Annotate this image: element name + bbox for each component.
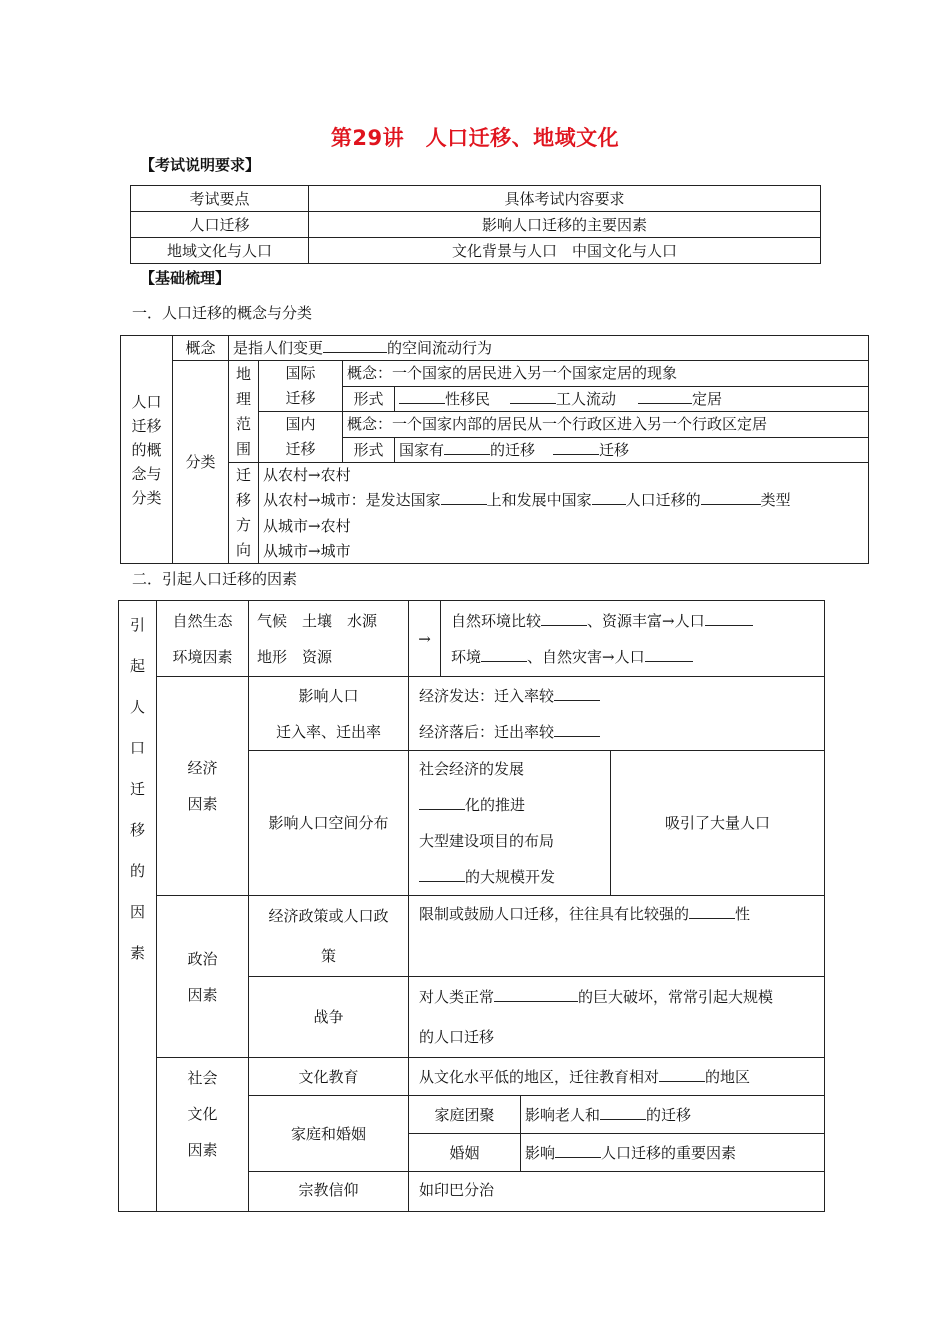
exam-requirements-heading: 【考试说明要求】: [140, 156, 261, 174]
soc-reunion-result: 影响老人和 的迁移: [521, 1096, 825, 1134]
domestic-concept: 概念：一个国家内部的居民从一个行政区进入另一个行政区定居: [343, 412, 869, 438]
basics-heading: 【基础梳理】: [140, 269, 231, 287]
domestic-migration-label: 国内迁移: [259, 412, 343, 463]
intl-form: 性移民 工人流动 定居: [395, 386, 869, 412]
econ-attract: 吸引了大量人口: [611, 751, 825, 896]
intl-form-label: 形式: [343, 386, 395, 412]
section2-title: 二．引起人口迁移的因素: [132, 570, 298, 588]
page-title: 第29讲 人口迁移、地域文化: [330, 126, 620, 150]
pol-policy-result: 限制或鼓励人口迁移，往往具有比较强的 性: [409, 896, 825, 977]
direction-item: 从农村→农村: [259, 463, 869, 488]
concept-label: 概念: [173, 336, 229, 361]
domestic-form-label: 形式: [343, 437, 395, 463]
econ-factor-label: 经济因素: [157, 677, 249, 896]
table-row: [131, 212, 821, 238]
table-header-row: [131, 186, 821, 212]
society-factor-label: 社会文化因素: [157, 1058, 249, 1212]
pol-sub-war: 战争: [249, 977, 409, 1058]
econ-distribution-list: 社会经济的发展 化的推进 大型建设项目的布局 的大规模开发: [409, 751, 611, 896]
nature-items: 气候 土壤 水源 地形 资源: [249, 601, 409, 677]
direction-item: 从城市→农村: [259, 513, 869, 538]
soc-marriage: 婚姻: [409, 1134, 521, 1172]
direction-item: 从农村→城市：是发达国家 上和发展中国家 人口迁移的 类型: [259, 488, 869, 513]
direction-label: 迁移方向: [229, 463, 259, 564]
soc-family-marriage: 家庭和婚姻: [249, 1096, 409, 1172]
header-cell: 具体考试内容要求: [309, 186, 821, 212]
intl-migration-label: 国际迁移: [259, 361, 343, 412]
soc-religion: 宗教信仰: [249, 1172, 409, 1212]
politics-factor-label: 政治因素: [157, 896, 249, 1058]
classify-label: 分类: [173, 361, 229, 564]
econ-sub-rates: 影响人口 迁入率、迁出率: [249, 677, 409, 751]
direction-item: 从城市→城市: [259, 538, 869, 563]
domestic-form: 国家有 的迁移 迁移: [395, 437, 869, 463]
migration-factors-table: [118, 600, 825, 1212]
section1-title: 一．人口迁移的概念与分类: [132, 304, 313, 322]
econ-sub-distribution: 影响人口空间分布: [249, 751, 409, 896]
arrow-icon: →: [409, 601, 441, 677]
table-cell: 人口迁移: [131, 212, 309, 238]
header-cell: 考试要点: [131, 186, 309, 212]
migration-concept-table: [120, 335, 869, 564]
concept-text: 是指人们变更 的空间流动行为: [229, 336, 869, 361]
pol-sub-policy: 经济政策或人口政 策: [249, 896, 409, 977]
geo-range-label: 地理范围: [229, 361, 259, 463]
nature-factor-label: 自然生态环境因素: [157, 601, 249, 677]
table-cell: 地域文化与人口: [131, 238, 309, 264]
exam-requirements-table: [130, 185, 821, 264]
soc-reunion: 家庭团聚: [409, 1096, 521, 1134]
soc-education-result: 从文化水平低的地区，迁往教育相对 的地区: [409, 1058, 825, 1096]
econ-rates-result: 经济发达：迁入率较 经济落后：迁出率较: [409, 677, 825, 751]
soc-marriage-result: 影响 人口迁移的重要因素: [521, 1134, 825, 1172]
intl-concept: 概念：一个国家的居民进入另一个国家定居的现象: [343, 361, 869, 387]
table-cell: 影响人口迁移的主要因素: [309, 212, 821, 238]
table-row: [131, 238, 821, 264]
soc-education: 文化教育: [249, 1058, 409, 1096]
table-cell: 文化背景与人口 中国文化与人口: [309, 238, 821, 264]
side-label: 人口迁移的概念与分类: [121, 336, 173, 564]
soc-religion-result: 如印巴分治: [409, 1172, 825, 1212]
factors-side-label: 引起人口迁移的因素: [119, 601, 157, 1212]
pol-war-result: 对人类正常 的巨大破坏，常常引起大规模 的人口迁移: [409, 977, 825, 1058]
nature-result: 自然环境比较 、资源丰富→人口 环境 、自然灾害→人口: [441, 601, 825, 677]
